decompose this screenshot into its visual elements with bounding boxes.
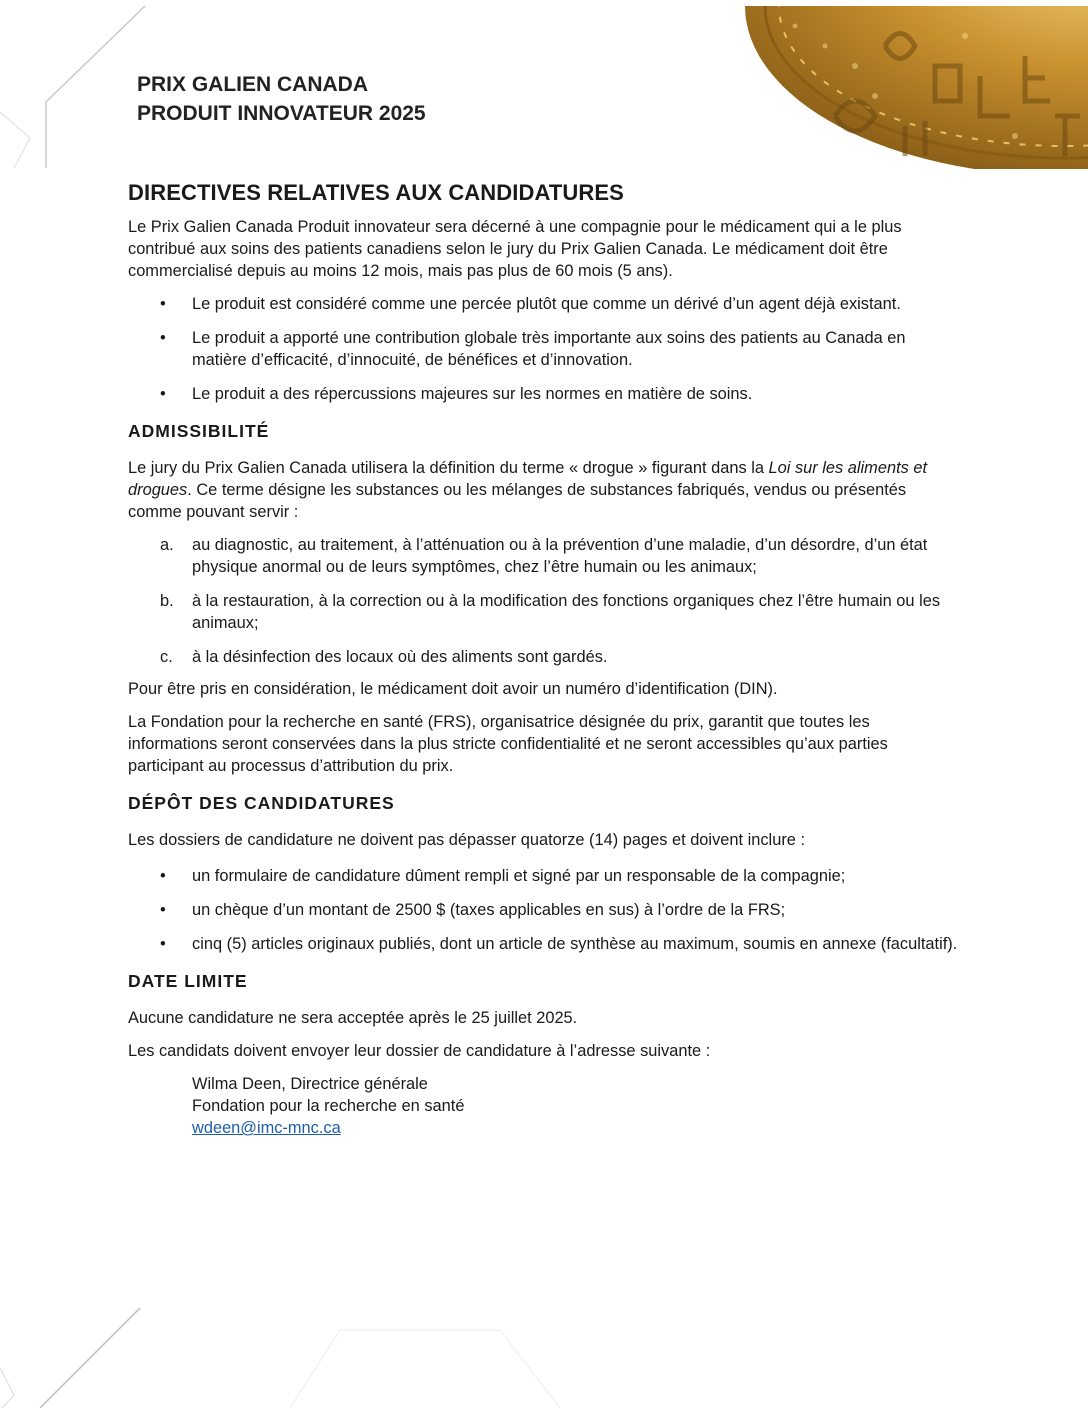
depot-intro: Les dossiers de candidature ne doivent pas dépasser quatorze (14) pages et doivent inclure : bbox=[128, 831, 805, 849]
list-item: • un chèque d’un montant de 2500 $ (taxes applicables en sus) à l’ordre de la FRS; bbox=[160, 901, 786, 919]
header-line-2: PRODUIT INNOVATEUR 2025 bbox=[137, 102, 426, 125]
drug-definition-list bbox=[128, 534, 963, 668]
list-item: • Le produit est considéré comme une percée plutôt que comme un dérivé d’un agent déjà existant. bbox=[160, 295, 901, 313]
admissibilite-intro: Le jury du Prix Galien Canada utilisera la définition du terme « drogue » figurant dans la Loi sur les aliments et drogues. Ce terme désigne les substances ou les mélanges de substances fabriqués, vendus ou présentés comme pouvant servir : bbox=[128, 459, 928, 521]
contact-name: Wilma Deen, Directrice générale bbox=[192, 1075, 428, 1093]
criteria-list bbox=[128, 293, 963, 405]
section-title-admissibilite: ADMISSIBILITÉ bbox=[128, 421, 270, 441]
medal-image bbox=[735, 6, 1088, 169]
section-title-depot: DÉPÔT DES CANDIDATURES bbox=[128, 793, 395, 813]
section-title-date-limite: DATE LIMITE bbox=[128, 971, 248, 991]
confidentiality-note: La Fondation pour la recherche en santé (FRS), organisatrice désignée du prix, garantit que toutes les informations seront conservées dans la plus stricte confidentialité et ne seront accessibles qu’aux parties participant au processus d’attribution du prix. bbox=[128, 713, 888, 775]
bullet-icon: • bbox=[160, 295, 166, 313]
header-line-1: PRIX GALIEN CANADA bbox=[137, 73, 369, 96]
document-body bbox=[128, 178, 963, 1139]
list-item: • Le produit a des répercussions majeures sur les normes en matière de soins. bbox=[160, 385, 753, 403]
list-item: c. à la désinfection des locaux où des aliments sont gardés. bbox=[160, 648, 608, 666]
list-item: a. au diagnostic, au traitement, à l’atténuation ou à la prévention d’une maladie, d’un désordre, d’un état physique anormal ou de leurs symptômes, chez l’être humain ou les animaux; bbox=[160, 536, 928, 576]
hexagon-decoration-bottom bbox=[0, 1300, 1088, 1408]
send-instructions: Les candidats doivent envoyer leur dossier de candidature à l’adresse suivante : bbox=[128, 1042, 711, 1060]
contact-organization: Fondation pour la recherche en santé bbox=[192, 1097, 465, 1115]
section-title-directives: DIRECTIVES RELATIVES AUX CANDIDATURES bbox=[128, 180, 624, 205]
list-item: • cinq (5) articles originaux publiés, dont un article de synthèse au maximum, soumis en annexe (facultatif). bbox=[160, 935, 958, 953]
list-item: • Le produit a apporté une contribution globale très importante aux soins des patients au Canada en matière d’efficacité, d’innocuité, de bénéfices et d’innovation. bbox=[160, 329, 906, 369]
directives-intro: Le Prix Galien Canada Produit innovateur sera décerné à une compagnie pour le médicament qui a le plus contribué aux soins des patients canadiens selon le jury du Prix Galien Canada. Le médicament doit être commercialisé depuis au moins 12 mois, mais pas plus de 60 mois (5 ans). bbox=[128, 218, 902, 280]
list-item: b. à la restauration, à la correction ou à la modification des fonctions organiques chez l’être humain ou les animaux; bbox=[160, 592, 941, 632]
contact-address bbox=[128, 1073, 963, 1139]
bullet-icon: • bbox=[160, 935, 166, 953]
bullet-icon: • bbox=[160, 385, 166, 403]
deadline-text: Aucune candidature ne sera acceptée après le 25 juillet 2025. bbox=[128, 1009, 578, 1027]
contact-email-link[interactable]: wdeen@imc-mnc.ca bbox=[192, 1119, 341, 1137]
law-title: Loi sur les aliments et drogues bbox=[128, 459, 928, 499]
din-requirement: Pour être pris en considération, le médicament doit avoir un numéro d’identification (DIN). bbox=[128, 680, 778, 698]
bullet-icon: • bbox=[160, 329, 166, 347]
bullet-icon: • bbox=[160, 901, 166, 919]
bullet-icon: • bbox=[160, 867, 166, 885]
submission-list bbox=[128, 865, 963, 955]
list-item: • un formulaire de candidature dûment rempli et signé par un responsable de la compagnie; bbox=[160, 867, 846, 885]
document-header bbox=[137, 70, 426, 128]
